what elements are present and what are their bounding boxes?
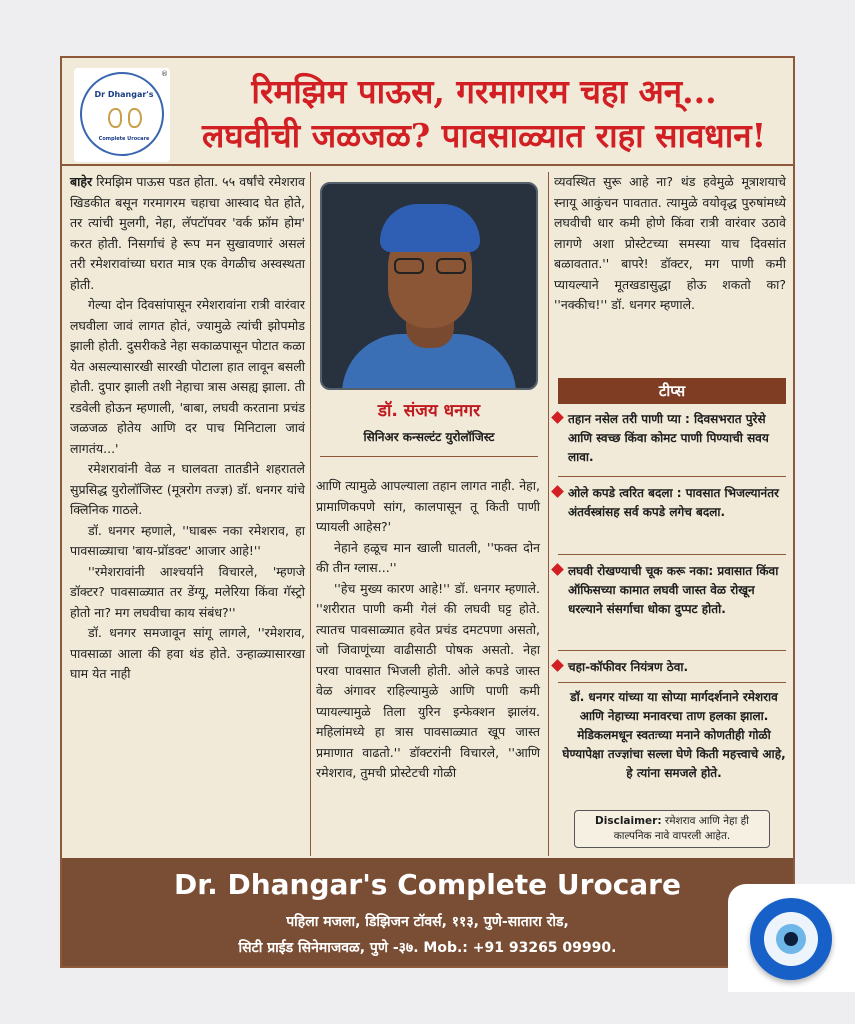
evil-eye-badge (728, 884, 855, 992)
article-column-1 (70, 172, 305, 685)
doctor-title: सिनिअर कन्सल्टंट युरोलॉजिस्ट (363, 430, 495, 444)
paragraph: डॉ. धनगर समजावून सांगू लागले, ''रमेशराव, पावसाळा आला की हवा थंड होते. उन्हाळ्यासारखा घाम येत नाही (70, 625, 305, 681)
paragraph: ''रमेशरावांनी आश्चर्याने विचारले, 'म्हणजे डॉक्टर? पावसाळ्यात तर डेंग्यू, मलेरिया किंवा गॅस्ट्रो होतो ना? मग लघवीचा काय संबंध?'' (70, 563, 305, 620)
tip-divider (558, 650, 786, 651)
doctor-name: डॉ. संजय धनगर (377, 401, 481, 421)
disclaimer-text: रमेशराव आणि नेहा ही काल्पनिक नावे वापरली आहेत. (613, 815, 749, 842)
tip-item (562, 562, 786, 619)
clinic-address: पहिला मजला, डिझिजन टॉवर्स, ११३, पुणे-सातारा रोड, (286, 914, 569, 930)
tip-text: चहा-कॉफीवर नियंत्रण ठेवा. (568, 660, 689, 674)
photo-glasses (394, 258, 424, 274)
paragraph: डॉ. धनगर म्हणाले, ''घाबरू नका रमेशराव, हा पावसाळ्याचा 'बाय-प्रॉडक्ट' आजार आहे!'' (70, 522, 305, 558)
tip-text: ओले कपडे त्वरित बदला : पावसात भिजल्यानंतर अंतर्वस्त्रांसह सर्व कपडे लगेच बदला. (568, 486, 779, 519)
logo-ring (80, 72, 164, 156)
clinic-logo (74, 68, 170, 162)
article-header (62, 58, 793, 166)
headline-line-2: लघवीची जळजळ? पावसाळ्यात राहा सावधान! (201, 116, 767, 155)
logo-sub: Complete Urocare (98, 136, 150, 142)
photo-glasses (436, 258, 466, 274)
tip-item (562, 484, 786, 522)
clinic-address-contact: सिटी प्राईड सिनेमाजवळ, पुणे -३७. Mob.: +91 93265 09990. (238, 940, 617, 956)
column-divider (310, 172, 311, 856)
disclaimer-label: Disclaimer: (595, 815, 662, 827)
tip-divider (558, 554, 786, 555)
evil-eye-icon (750, 898, 832, 980)
tip-text: लघवी रोखण्याची चूक करू नका: प्रवासात किंवा ऑफिसच्या कामात लघवी जास्त वेळ रोखून धरल्याने संसर्गाचा धोका दुप्पट होतो. (568, 564, 779, 616)
disclaimer-box (574, 810, 770, 848)
article-column-2 (316, 476, 540, 784)
paragraph: नेहाने हळूच मान खाली घातली, ''फक्त दोन की तीन ग्लास...'' (316, 539, 540, 575)
article-column-3 (554, 172, 786, 316)
kidney-logo-icon (108, 108, 122, 128)
column-divider (548, 172, 549, 856)
paragraph: ''हेच मुख्य कारण आहे!'' डॉ. धनगर म्हणाले. ''शरीरात पाणी कमी गेलं की लघवी घट्ट होते. त्यातच पावसाळ्यात हवेत प्रचंड दमटपणा असतो, जो जिवाणूंच्या वाढीसाठी पोषक असतो. नेहा परवा पावसात भिजली होती. ओले कपडे जास्त वेळ अंगावर राहिल्यामुळे आणि पाणी कमी प्यायल्यामुळे तिला युरिन इन्फेक्शन झालंय. महिलांमध्ये हा त्रास पावसाळ्यात खूप जास्त प्रमाणात वाढतो.'' डॉक्टरांनी विचारले, ''आणि रमेशराव, तुमची प्रोस्टेटची गोळी (316, 580, 540, 780)
photo-surgical-cap (380, 204, 480, 252)
doctor-photo (320, 182, 538, 390)
lead-word: बाहेर (70, 174, 93, 189)
tip-text: तहान नसेल तरी पाणी प्या : दिवसभरात पुरेसे आणि स्वच्छ किंवा कोमट पाणी पिण्याची सवय लावा. (568, 412, 769, 464)
logo-name: Dr Dhangar's (94, 90, 154, 99)
paragraph (70, 172, 305, 295)
clinic-name: Dr. Dhangar's Complete Urocare (174, 868, 681, 901)
paragraph-text: रिमझिम पाऊस पडत होता. ५५ वर्षांचे रमेशराव खिडकीत बसून गरमागरम चहाचा आस्वाद घेत होते, तर त्यांची मुलगी, नेहा, लॅपटॉपवर 'वर्क फ्रॉम होम' करत होती. निसर्गाचं हे रूप मन सुखावणारं असलं तरी रमेशरावांच्या घरात मात्र एक वेगळीच अस्वस्थता होती. (70, 174, 305, 292)
tips-summary: डॉ. धनगर यांच्या या सोप्या मार्गदर्शनाने रमेशराव आणि नेहाच्या मनावरचा ताण हलका झाला. मेडिकलमधून स्वतःच्या मनाने कोणतीही गोळी घेण्यापेक्षा तज्ज्ञांचा सल्ला घेणे किती महत्त्वाचे आहे, हे त्यांना समजले होते. (562, 690, 786, 780)
registered-mark: ® (161, 70, 168, 78)
paragraph: रमेशरावांनी वेळ न घालवता तातडीने शहरातले सुप्रसिद्ध युरोलॉजिस्ट (मूत्ररोग तज्ज्ञ) डॉ. धनगर यांचे क्लिनिक गाठले. (70, 461, 305, 517)
tip-divider (558, 476, 786, 477)
newspaper-article (60, 56, 795, 968)
paragraph: व्यवस्थित सुरू आहे ना? थंड हवेमुळे मूत्राशयाचे स्नायू आकुंचन पावतात. त्यामुळे वयोवृद्ध पुरुषांमध्ये लघवीची धार कमी होणे किंवा रात्री वारंवार उठावे लागणे अशा प्रोस्टेटच्या समस्या याच दिवसांत बळावतात.'' बापरे! डॉक्टर, मग पाणी कमी प्यायल्याने मूतखडासुद्धा होऊ शकतो का? ''नक्कीच!'' डॉ. धनगर म्हणाले. (554, 174, 786, 312)
paragraph: आणि त्यामुळे आपल्याला तहान लागत नाही. नेहा, प्रामाणिकपणे सांग, कालपासून तू किती पाणी प्यायली आहेस?' (316, 478, 540, 534)
tip-item (562, 658, 786, 677)
paragraph: गेल्या दोन दिवसांपासून रमेशरावांना रात्री वारंवार लघवीला जावं लागत होतं, ज्यामुळे त्यांची झोपमोड झाली होती. दुसरीकडे नेहा सकाळपासून पोटात कळा येत असल्यासारखी सारखी पोटाला हात लावून बसली होती. दुपार झाली तशी नेहाचा त्रास असह्य झाला. ती रडवेली होऊन म्हणाली, 'बाबा, लघवी करताना प्रचंड जळजळ होतेय आणि दर पाच मिनिटाला जावं लागतंय...' (70, 297, 305, 456)
caption-divider (320, 456, 538, 457)
tip-item (562, 410, 786, 467)
tips-heading: टीप्स (558, 378, 786, 404)
tip-divider (558, 682, 786, 683)
kidney-logo-icon (128, 108, 142, 128)
eye-pupil (784, 932, 798, 946)
headline-line-1: रिमझिम पाऊस, गरमागरम चहा अन्... (251, 72, 717, 111)
clinic-footer (62, 858, 793, 966)
